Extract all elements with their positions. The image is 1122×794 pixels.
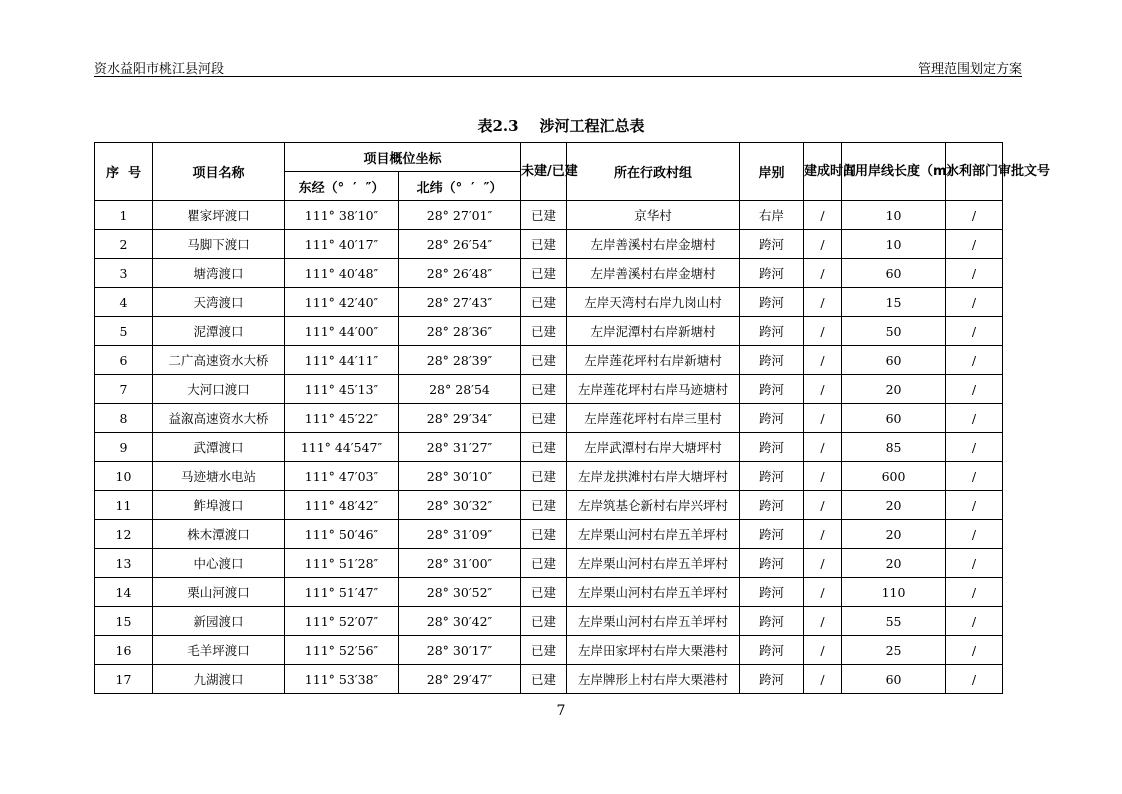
cell-seq: 9: [95, 433, 153, 462]
header-seq: 序 号: [95, 143, 153, 201]
cell-built: 已建: [521, 288, 567, 317]
header-village: 所在行政村组: [567, 143, 740, 201]
cell-length: 20: [842, 491, 946, 520]
cell-lon: 111° 50′46″: [285, 520, 399, 549]
cell-lon: 111° 45′22″: [285, 404, 399, 433]
cell-lon: 111° 42′40″: [285, 288, 399, 317]
cell-time: /: [804, 607, 842, 636]
cell-lon: 111° 51′47″: [285, 578, 399, 607]
table-row: [95, 346, 1003, 375]
cell-name: 大河口渡口: [153, 375, 285, 404]
table-row: [95, 317, 1003, 346]
cell-time: /: [804, 230, 842, 259]
cell-seq: 7: [95, 375, 153, 404]
cell-lat: 28° 27′01″: [399, 201, 521, 230]
cell-lat: 28° 26′54″: [399, 230, 521, 259]
cell-time: /: [804, 317, 842, 346]
cell-length: 10: [842, 201, 946, 230]
header-length: 占用岸线长度（m）: [842, 143, 946, 201]
cell-built: 已建: [521, 346, 567, 375]
cell-lon: 111° 44′00″: [285, 317, 399, 346]
cell-time: /: [804, 259, 842, 288]
cell-bank: 跨河: [740, 520, 804, 549]
header-approval: 水利部门审批文号: [946, 143, 1003, 201]
header-right-text: 管理范围划定方案: [917, 62, 1022, 77]
cell-village: 京华村: [567, 201, 740, 230]
cell-time: /: [804, 201, 842, 230]
header-built: 未建/已建: [521, 143, 567, 201]
cell-lon: 111° 48′42″: [285, 491, 399, 520]
cell-approval: /: [946, 230, 1003, 259]
engineering-summary-table: [94, 142, 1051, 694]
cell-name: 马脚下渡口: [153, 230, 285, 259]
cell-village: 左岸栗山河村右岸五羊坪村: [567, 578, 740, 607]
cell-village: 左岸筑基仑新村右岸兴坪村: [567, 491, 740, 520]
cell-time: /: [804, 636, 842, 665]
cell-length: 15: [842, 288, 946, 317]
cell-lat: 28° 31′27″: [399, 433, 521, 462]
cell-lat: 28° 31′09″: [399, 520, 521, 549]
page-header: [94, 58, 1022, 77]
cell-name: 武潭渡口: [153, 433, 285, 462]
cell-bank: 跨河: [740, 462, 804, 491]
cell-lon: 111° 53′38″: [285, 665, 399, 694]
header-lon: 东经（° ′ ″）: [285, 172, 399, 201]
cell-lat: 28° 30′42″: [399, 607, 521, 636]
cell-built: 已建: [521, 636, 567, 665]
cell-village: 左岸栗山河村右岸五羊坪村: [567, 520, 740, 549]
cell-village: 左岸善溪村右岸金塘村: [567, 230, 740, 259]
cell-approval: /: [946, 433, 1003, 462]
cell-length: 10: [842, 230, 946, 259]
cell-approval: /: [946, 549, 1003, 578]
cell-length: 600: [842, 462, 946, 491]
table-body: [95, 201, 1003, 694]
cell-time: /: [804, 491, 842, 520]
cell-lat: 28° 26′48″: [399, 259, 521, 288]
cell-seq: 5: [95, 317, 153, 346]
cell-seq: 15: [95, 607, 153, 636]
cell-seq: 17: [95, 665, 153, 694]
cell-lat: 28° 30′52″: [399, 578, 521, 607]
cell-length: 110: [842, 578, 946, 607]
cell-village: 左岸龙拱滩村右岸大塘坪村: [567, 462, 740, 491]
cell-time: /: [804, 578, 842, 607]
cell-time: /: [804, 433, 842, 462]
cell-bank: 右岸: [740, 201, 804, 230]
table-row: [95, 549, 1003, 578]
cell-approval: /: [946, 375, 1003, 404]
cell-lon: 111° 44′11″: [285, 346, 399, 375]
cell-lon: 111° 40′48″: [285, 259, 399, 288]
cell-built: 已建: [521, 404, 567, 433]
table-row: [95, 520, 1003, 549]
cell-built: 已建: [521, 201, 567, 230]
cell-lon: 111° 52′56″: [285, 636, 399, 665]
cell-name: 二广高速资水大桥: [153, 346, 285, 375]
cell-length: 60: [842, 259, 946, 288]
cell-village: 左岸牌形上村右岸大栗港村: [567, 665, 740, 694]
cell-time: /: [804, 288, 842, 317]
header-bank: 岸别: [740, 143, 804, 201]
cell-length: 60: [842, 665, 946, 694]
cell-approval: /: [946, 259, 1003, 288]
cell-approval: /: [946, 201, 1003, 230]
cell-bank: 跨河: [740, 230, 804, 259]
cell-name: 泥潭渡口: [153, 317, 285, 346]
cell-lat: 28° 29′34″: [399, 404, 521, 433]
cell-time: /: [804, 665, 842, 694]
cell-lon: 111° 51′28″: [285, 549, 399, 578]
cell-approval: /: [946, 520, 1003, 549]
header-lat: 北纬（° ′ ″）: [399, 172, 521, 201]
header-left-text: 资水益阳市桃江县河段: [94, 62, 225, 77]
cell-village: 左岸武潭村右岸大塘坪村: [567, 433, 740, 462]
cell-seq: 3: [95, 259, 153, 288]
cell-bank: 跨河: [740, 288, 804, 317]
cell-time: /: [804, 346, 842, 375]
cell-seq: 12: [95, 520, 153, 549]
cell-lon: 111° 38′10″: [285, 201, 399, 230]
cell-bank: 跨河: [740, 578, 804, 607]
cell-seq: 6: [95, 346, 153, 375]
cell-approval: /: [946, 288, 1003, 317]
table-row: [95, 491, 1003, 520]
cell-seq: 14: [95, 578, 153, 607]
cell-name: 天湾渡口: [153, 288, 285, 317]
cell-name: 塘湾渡口: [153, 259, 285, 288]
cell-village: 左岸田家坪村右岸大栗港村: [567, 636, 740, 665]
cell-approval: /: [946, 607, 1003, 636]
table-row: [95, 230, 1003, 259]
cell-name: 中心渡口: [153, 549, 285, 578]
cell-length: 50: [842, 317, 946, 346]
cell-name: 益溆高速资水大桥: [153, 404, 285, 433]
cell-built: 已建: [521, 549, 567, 578]
cell-built: 已建: [521, 462, 567, 491]
cell-village: 左岸善溪村右岸金塘村: [567, 259, 740, 288]
cell-built: 已建: [521, 578, 567, 607]
cell-built: 已建: [521, 259, 567, 288]
table-row: [95, 665, 1003, 694]
cell-village: 左岸天湾村右岸九岗山村: [567, 288, 740, 317]
cell-lat: 28° 30′17″: [399, 636, 521, 665]
cell-bank: 跨河: [740, 346, 804, 375]
cell-bank: 跨河: [740, 433, 804, 462]
cell-time: /: [804, 375, 842, 404]
cell-bank: 跨河: [740, 636, 804, 665]
cell-name: 栗山河渡口: [153, 578, 285, 607]
cell-lon: 111° 47′03″: [285, 462, 399, 491]
cell-built: 已建: [521, 230, 567, 259]
table-row: [95, 433, 1003, 462]
cell-lat: 28° 28′39″: [399, 346, 521, 375]
cell-approval: /: [946, 491, 1003, 520]
cell-name: 新园渡口: [153, 607, 285, 636]
cell-lat: 28° 27′43″: [399, 288, 521, 317]
cell-village: 左岸莲花坪村右岸三里村: [567, 404, 740, 433]
cell-lat: 28° 31′00″: [399, 549, 521, 578]
cell-bank: 跨河: [740, 607, 804, 636]
cell-bank: 跨河: [740, 549, 804, 578]
cell-lat: 28° 30′32″: [399, 491, 521, 520]
cell-lat: 28° 28′36″: [399, 317, 521, 346]
cell-name: 九湖渡口: [153, 665, 285, 694]
cell-seq: 11: [95, 491, 153, 520]
cell-time: /: [804, 520, 842, 549]
cell-lon: 111° 40′17″: [285, 230, 399, 259]
cell-village: 左岸栗山河村右岸五羊坪村: [567, 607, 740, 636]
cell-bank: 跨河: [740, 375, 804, 404]
cell-lat: 28° 29′47″: [399, 665, 521, 694]
cell-village: 左岸泥潭村右岸新塘村: [567, 317, 740, 346]
cell-seq: 1: [95, 201, 153, 230]
cell-bank: 跨河: [740, 259, 804, 288]
cell-time: /: [804, 404, 842, 433]
cell-village: 左岸栗山河村右岸五羊坪村: [567, 549, 740, 578]
cell-bank: 跨河: [740, 404, 804, 433]
cell-approval: /: [946, 346, 1003, 375]
cell-time: /: [804, 549, 842, 578]
cell-approval: /: [946, 636, 1003, 665]
cell-approval: /: [946, 462, 1003, 491]
table-row: [95, 404, 1003, 433]
cell-length: 60: [842, 404, 946, 433]
cell-built: 已建: [521, 607, 567, 636]
table-row: [95, 201, 1003, 230]
cell-built: 已建: [521, 665, 567, 694]
header-build-time: 建成时间: [804, 143, 842, 201]
cell-length: 25: [842, 636, 946, 665]
cell-seq: 10: [95, 462, 153, 491]
cell-lon: 111° 45′13″: [285, 375, 399, 404]
cell-approval: /: [946, 665, 1003, 694]
cell-bank: 跨河: [740, 491, 804, 520]
table-row: [95, 462, 1003, 491]
cell-name: 马迹塘水电站: [153, 462, 285, 491]
cell-name: 鲊埠渡口: [153, 491, 285, 520]
cell-approval: /: [946, 317, 1003, 346]
cell-name: 毛羊坪渡口: [153, 636, 285, 665]
cell-length: 55: [842, 607, 946, 636]
cell-time: /: [804, 462, 842, 491]
cell-length: 20: [842, 549, 946, 578]
header-coords: 项目概位坐标: [285, 143, 521, 172]
cell-lon: 111° 52′07″: [285, 607, 399, 636]
cell-seq: 16: [95, 636, 153, 665]
cell-seq: 8: [95, 404, 153, 433]
page-number: 7: [556, 703, 566, 719]
cell-lat: 28° 30′10″: [399, 462, 521, 491]
cell-name: 瞿家坪渡口: [153, 201, 285, 230]
cell-lon: 111° 44′547″: [285, 433, 399, 462]
cell-built: 已建: [521, 317, 567, 346]
table-row: [95, 288, 1003, 317]
cell-village: 左岸莲花坪村右岸新塘村: [567, 346, 740, 375]
table-row: [95, 375, 1003, 404]
table-title: 表2.3 涉河工程汇总表: [477, 117, 645, 135]
table-row: [95, 636, 1003, 665]
header-name: 项目名称: [153, 143, 285, 201]
cell-built: 已建: [521, 491, 567, 520]
cell-lat: 28° 28′54: [399, 375, 521, 404]
cell-bank: 跨河: [740, 317, 804, 346]
cell-bank: 跨河: [740, 665, 804, 694]
cell-length: 20: [842, 520, 946, 549]
cell-name: 株木潭渡口: [153, 520, 285, 549]
cell-built: 已建: [521, 520, 567, 549]
cell-length: 20: [842, 375, 946, 404]
cell-length: 85: [842, 433, 946, 462]
cell-built: 已建: [521, 433, 567, 462]
cell-seq: 2: [95, 230, 153, 259]
cell-length: 60: [842, 346, 946, 375]
cell-seq: 4: [95, 288, 153, 317]
cell-seq: 13: [95, 549, 153, 578]
cell-built: 已建: [521, 375, 567, 404]
cell-approval: /: [946, 578, 1003, 607]
cell-village: 左岸莲花坪村右岸马迹塘村: [567, 375, 740, 404]
table-row: [95, 259, 1003, 288]
cell-approval: /: [946, 404, 1003, 433]
table-row: [95, 607, 1003, 636]
table-row: [95, 578, 1003, 607]
